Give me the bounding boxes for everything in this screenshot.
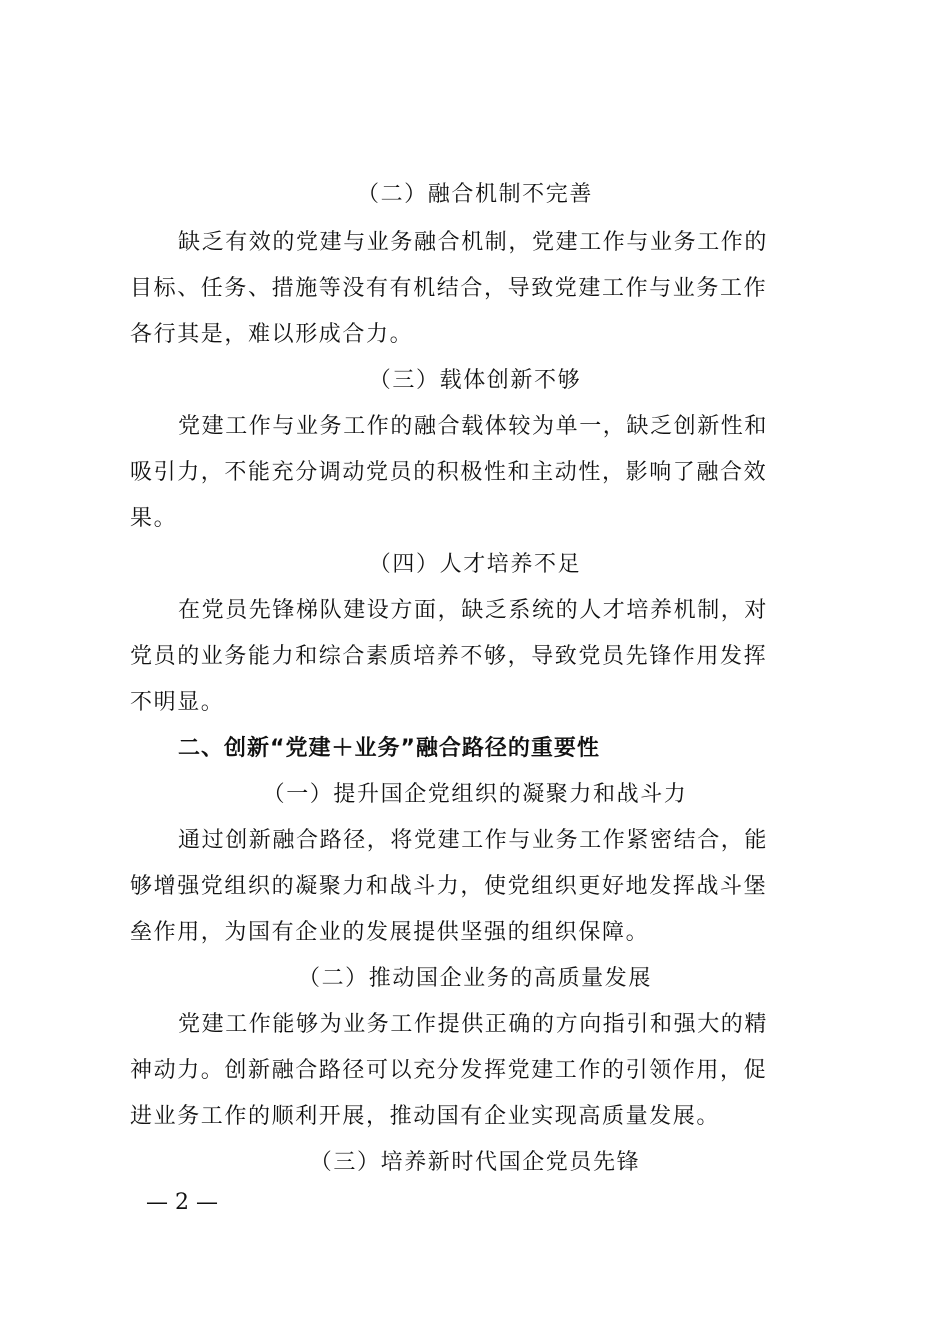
section-heading: （二）融合机制不完善 (356, 182, 593, 207)
paragraph-line: 党建工作与业务工作的融合载体较为单一，缺乏创新性和 (178, 414, 769, 439)
paragraph-line: 党建工作能够为业务工作提供正确的方向指引和强大的精 (178, 1012, 769, 1037)
section-heading: （三）载体创新不够 (368, 368, 582, 393)
paragraph-line: 各行其是，难以形成合力。 (130, 322, 414, 347)
paragraph-line: 通过创新融合路径，将党建工作与业务工作紧密结合，能 (178, 828, 769, 853)
paragraph-line: 不明显。 (130, 690, 225, 715)
section-heading: （四）人才培养不足 (368, 552, 582, 577)
part-heading: 二、创新“党建＋业务”融合路径的重要性 (178, 736, 600, 761)
section-heading: （三）培养新时代国企党员先锋 (309, 1150, 641, 1175)
paragraph-line: 够增强党组织的凝聚力和战斗力，使党组织更好地发挥战斗堡 (130, 874, 768, 899)
paragraph-line: 在党员先锋梯队建设方面，缺乏系统的人才培养机制，对 (178, 598, 769, 623)
paragraph-line: 目标、任务、措施等没有有机结合，导致党建工作与业务工作 (130, 276, 768, 301)
paragraph-line: 神动力。创新融合路径可以充分发挥党建工作的引领作用，促 (130, 1058, 768, 1083)
paragraph-line: 党员的业务能力和综合素质培养不够，导致党员先锋作用发挥 (130, 644, 768, 669)
paragraph-line: 缺乏有效的党建与业务融合机制，党建工作与业务工作的 (178, 230, 769, 255)
section-heading: （二）推动国企业务的高质量发展 (297, 966, 652, 991)
paragraph-line: 垒作用，为国有企业的发展提供坚强的组织保障。 (130, 920, 650, 945)
section-heading: （一）提升国企党组织的凝聚力和战斗力 (262, 782, 688, 807)
paragraph-line: 进业务工作的顺利开展，推动国有企业实现高质量发展。 (130, 1104, 721, 1129)
paragraph-line: 吸引力，不能充分调动党员的积极性和主动性，影响了融合效 (130, 460, 768, 485)
paragraph-line: 果。 (130, 506, 178, 531)
page-number: — 2 — (146, 1190, 218, 1215)
